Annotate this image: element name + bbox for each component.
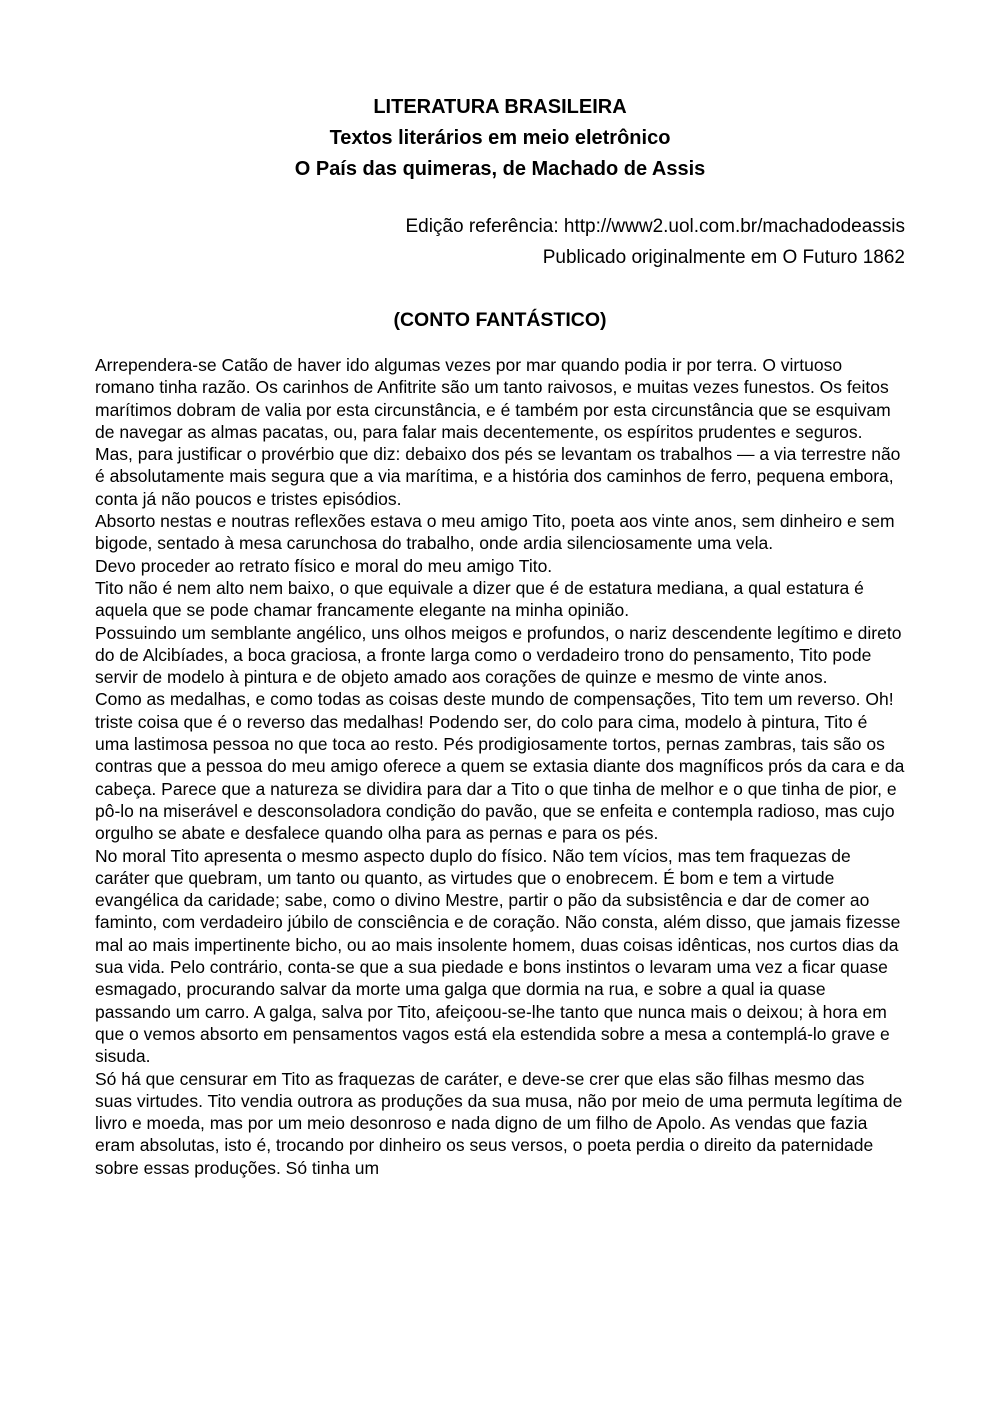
reference-line-1: Edição referência: http://www2.uol.com.br/machadodeassis [405, 216, 905, 237]
title-line-1: LITERATURA BRASILEIRA [373, 96, 627, 118]
document-header [95, 92, 905, 185]
body-paragraph: Devo proceder ao retrato físico e moral do meu amigo Tito. [95, 555, 553, 576]
story-body [95, 354, 905, 1179]
edition-reference [95, 212, 905, 273]
body-paragraph: Tito não é nem alto nem baixo, o que equivale a dizer que é de estatura mediana, a qual estatura é aquela que se pode chamar francamente elegante na minha opinião. [95, 577, 864, 621]
body-paragraph: Possuindo um semblante angélico, uns olhos meigos e profundos, o nariz descendente legítimo e direto do de Alcibíades, a boca graciosa, a fronte larga como o verdadeiro trono do pensamento, Tito pode servir de modelo à pintura e de objeto amado aos corações de quinze e mesmo de vinte anos. [95, 622, 902, 688]
body-paragraph: Como as medalhas, e como todas as coisas deste mundo de compensações, Tito tem um reverso. Oh! triste coisa que é o reverso das medalhas! Podendo ser, do colo para cima, modelo à pintura, Tito é uma lastimosa pessoa no que toca ao resto. Pés prodigiosamente tortos, pernas zambras, tais são os contras que a pessoa do meu amigo oferece a quem se extasia diante dos magníficos prós da cara e da cabeça. Parece que a natureza se dividira para dar a Tito o que tinha de melhor e o que tinha de pior, e pô-lo na miserável e desconsoladora condição do pavão, que se enfeita e contempla radioso, mas cujo orgulho se abate e desfalece quando olha para as pernas e para os pés. [95, 689, 905, 844]
body-paragraph: Mas, para justificar o provérbio que diz: debaixo dos pés se levantam os trabalhos — a via terrestre não é absolutamente mais segura que a via marítima, e a história dos caminhos de ferro, pequena embora, conta já não poucos e tristes episódios. [95, 444, 901, 509]
body-paragraph: Absorto nestas e noutras reflexões estava o meu amigo Tito, poeta aos vinte anos, sem dinheiro e sem bigode, sentado à mesa carunchosa do trabalho, onde ardia silenciosamente uma vela. [95, 511, 895, 554]
title-line-3: O País das quimeras, de Machado de Assis [294, 158, 706, 180]
body-paragraph: Só há que censurar em Tito as fraquezas de caráter, e deve-se crer que elas são filhas mesmo das suas virtudes. Tito vendia outrora as produções da sua musa, não por meio de uma permuta legítima de livro e moeda, mas por um meio desonroso e nada digno de um filho de Apolo. As vendas que fazia eram absolutas, isto é, trocando por dinheiro os seus versos, o poeta perdia o direito da paternidade sobre essas produções. Só tinha um [95, 1068, 903, 1178]
body-paragraph: No moral Tito apresenta o mesmo aspecto duplo do físico. Não tem vícios, mas tem fraquezas de caráter que quebram, um tanto ou quanto, as virtudes que o enobrecem. É bom e tem a virtude evangélica da caridade; sabe, como o divino Mestre, partir o pão da subsistência e dar de comer ao faminto, com verdadeiro júbilo de consciência e de coração. Não consta, além disso, que jamais fizesse mal ao mais impertinente bicho, ou ao mais insolente homem, duas coisas idênticas, nos curtos dias da sua vida. Pelo contrário, conta-se que a sua piedade e bons instintos o levaram uma vez a ficar quase esmagado, procurando salvar da morte uma galga que dormia na rua, e sobre a qual ia quase passando um carro. A galga, salva por Tito, afeiçoou-se-lhe tanto que nunca mais o deixou; à hora em que o vemos absorto em pensamentos vagos está ela estendida sobre a mesa a contemplá-lo grave e sisuda. [95, 845, 901, 1067]
title-line-2: Textos literários em meio eletrônico [329, 127, 671, 149]
reference-line-2: Publicado originalmente em O Futuro 1862 [542, 246, 905, 268]
section-heading: (CONTO FANTÁSTICO) [393, 309, 607, 331]
body-paragraph: Arrependera-se Catão de haver ido algumas vezes por mar quando podia ir por terra. O virtuoso romano tinha razão. Os carinhos de Anfitrite são um tanto raivosos, e muitas vezes funestos. Os feitos marítimos dobram de valia por esta circunstância, e é também por esta circunstância que se esquivam de navegar as almas pacatas, ou, para falar mais decentemente, os espíritos prudentes e seguros. [95, 355, 891, 442]
